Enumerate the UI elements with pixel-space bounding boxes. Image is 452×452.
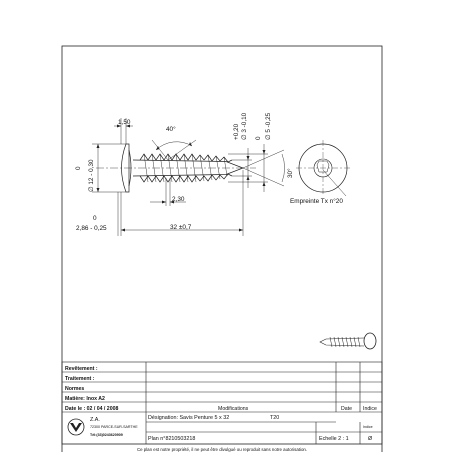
company-logo	[68, 419, 84, 435]
dim-length: 32 ±0,7	[170, 224, 192, 231]
dim-thread-start: 2,30	[172, 196, 185, 203]
screw-head-end-view	[296, 140, 350, 196]
date-col-header: Date	[341, 406, 352, 412]
dim-tip-angle: 30°	[287, 168, 294, 178]
drive-label: Empreinte Tx n°20	[290, 198, 343, 205]
company-name: Z.A.	[90, 417, 100, 423]
dim-head-dia-upper: 0	[75, 166, 82, 170]
normes-label: Normes	[65, 386, 85, 392]
indice-col-header: Indice	[363, 406, 377, 412]
revetement-label: Revêtement :	[65, 366, 98, 372]
dim-head-height-lower: 2,86 - 0,25	[76, 225, 107, 232]
dim-angle: 40°	[166, 126, 176, 133]
company-city: 72300 PARCE-SUR-SARTHE	[90, 425, 138, 429]
dim-thread-dia-lower: ∅ 5 -0,25	[265, 112, 272, 140]
plan-number: Plan n°8210503218	[148, 436, 196, 442]
dim-shank-dia-upper: +0,20	[233, 123, 240, 140]
company-phone: Tél:(33)0243620909	[90, 433, 123, 437]
matiere-label: Matière: Inox A2	[65, 396, 105, 402]
screw-side-view	[96, 144, 256, 192]
designation: Désignation: Savis Penture 5 x 32	[148, 415, 230, 421]
dim-head-offset: 1,50	[118, 119, 131, 126]
indice-label: Indice	[363, 425, 373, 429]
sheet-border	[62, 46, 382, 452]
screw-iso-view	[320, 333, 376, 349]
scale: Echelle 2 : 1	[319, 436, 349, 442]
traitement-label: Traitement :	[65, 376, 95, 382]
modifications-header: Modifications	[218, 406, 249, 412]
drive-code: T20	[270, 415, 280, 421]
date-label: Date le : 02 / 04 / 2008	[65, 406, 119, 412]
dim-head-height-upper: 0	[93, 215, 97, 222]
dim-head-dia-lower: ∅ 12 - 0,30	[88, 159, 95, 192]
title-block	[62, 362, 382, 444]
dim-shank-dia-lower: ∅ 3 -0,10	[241, 112, 248, 140]
footer-notice: Ce plan est notre propriété, il ne peut être divulgué ou reproduit sans notre autorisation.	[136, 447, 308, 452]
dim-thread-dia-upper: 0	[255, 136, 262, 140]
indice-value: Ø	[368, 436, 373, 442]
